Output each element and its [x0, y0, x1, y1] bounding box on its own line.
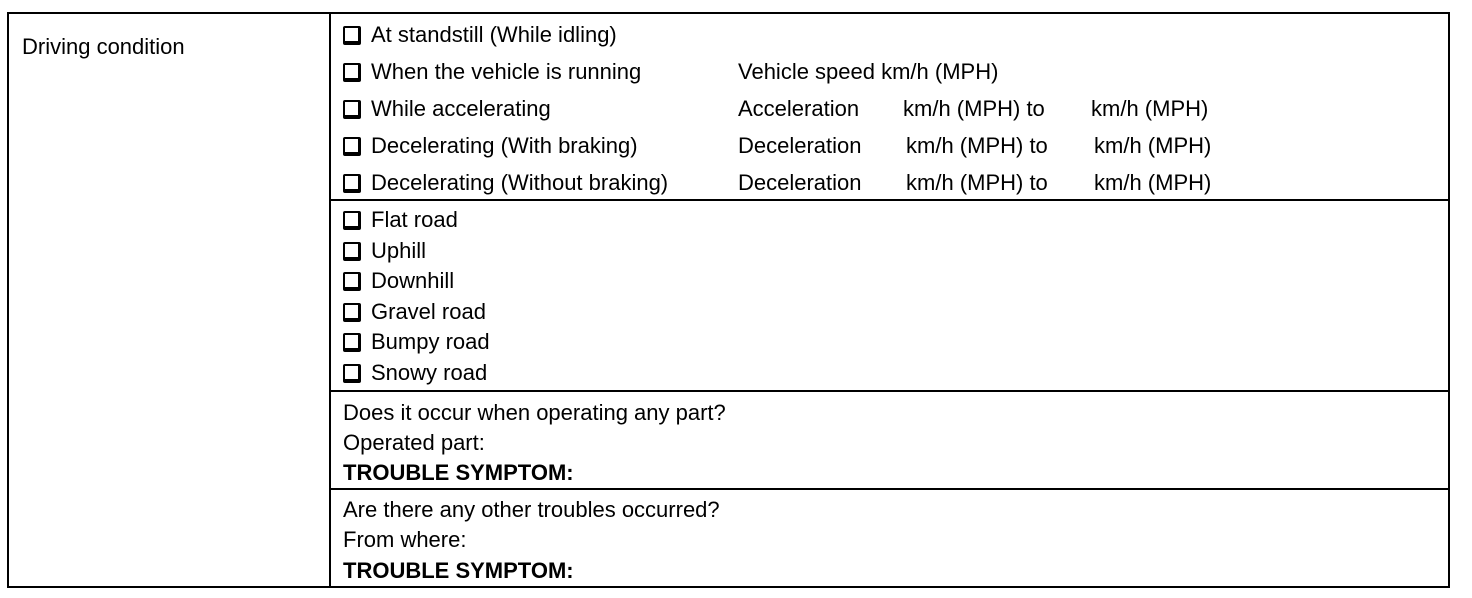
other-troubles-question: Are there any other troubles occurred? — [343, 497, 720, 522]
acceleration-from: km/h (MPH) to — [903, 96, 1045, 121]
option-standstill[interactable] — [343, 20, 617, 50]
deceleration-label: Deceleration — [738, 170, 862, 195]
road-label: Uphill — [371, 238, 427, 263]
option-decel-no-braking[interactable] — [343, 168, 668, 198]
option-decel-braking[interactable] — [343, 131, 638, 161]
other-troubles-section — [331, 490, 1448, 586]
checkbox[interactable] — [343, 137, 361, 156]
operation-section — [331, 392, 1448, 490]
driving-condition-form — [7, 12, 1450, 588]
deceleration-to: km/h (MPH) — [1094, 170, 1212, 195]
option-label: Decelerating (Without braking) — [371, 170, 669, 195]
road-label: Bumpy road — [371, 329, 490, 354]
checkbox[interactable] — [343, 26, 361, 45]
road-label: Gravel road — [371, 299, 486, 324]
vehicle-speed-field: Vehicle speed km/h (MPH) — [738, 59, 999, 84]
label-column — [9, 14, 331, 586]
driving-state-section — [331, 14, 1448, 201]
operated-part-label: Operated part: — [343, 430, 485, 455]
option-label: When the vehicle is running — [371, 59, 642, 84]
deceleration-from: km/h (MPH) to — [906, 133, 1048, 158]
from-where-label: From where: — [343, 527, 467, 552]
checkbox[interactable] — [343, 211, 361, 230]
checkbox[interactable] — [343, 100, 361, 119]
road-option[interactable] — [343, 358, 487, 388]
content-column — [331, 14, 1448, 586]
checkbox[interactable] — [343, 364, 361, 383]
checkbox[interactable] — [343, 272, 361, 291]
road-label: Downhill — [371, 268, 455, 293]
driving-condition-label: Driving condition — [22, 34, 185, 59]
road-type-section — [331, 201, 1448, 392]
road-option[interactable] — [343, 327, 490, 357]
checkbox[interactable] — [343, 174, 361, 193]
deceleration-label: Deceleration — [738, 133, 862, 158]
road-option[interactable] — [343, 297, 486, 327]
deceleration-to: km/h (MPH) — [1094, 133, 1212, 158]
option-accelerating[interactable] — [343, 94, 551, 124]
option-running[interactable] — [343, 57, 641, 87]
road-label: Flat road — [371, 207, 458, 232]
trouble-symptom-label: TROUBLE SYMPTOM: — [343, 460, 574, 485]
trouble-symptom-label: TROUBLE SYMPTOM: — [343, 558, 574, 583]
road-label: Snowy road — [371, 360, 488, 385]
checkbox[interactable] — [343, 333, 361, 352]
option-label: While accelerating — [371, 96, 551, 121]
checkbox[interactable] — [343, 303, 361, 322]
option-label: At standstill (While idling) — [371, 22, 617, 47]
road-option[interactable] — [343, 205, 458, 235]
operation-question: Does it occur when operating any part? — [343, 400, 726, 425]
road-option[interactable] — [343, 266, 454, 296]
checkbox[interactable] — [343, 242, 361, 261]
checkbox[interactable] — [343, 63, 361, 82]
acceleration-label: Acceleration — [738, 96, 860, 121]
acceleration-to: km/h (MPH) — [1091, 96, 1209, 121]
road-option[interactable] — [343, 236, 426, 266]
option-label: Decelerating (With braking) — [371, 133, 638, 158]
deceleration-from: km/h (MPH) to — [906, 170, 1048, 195]
